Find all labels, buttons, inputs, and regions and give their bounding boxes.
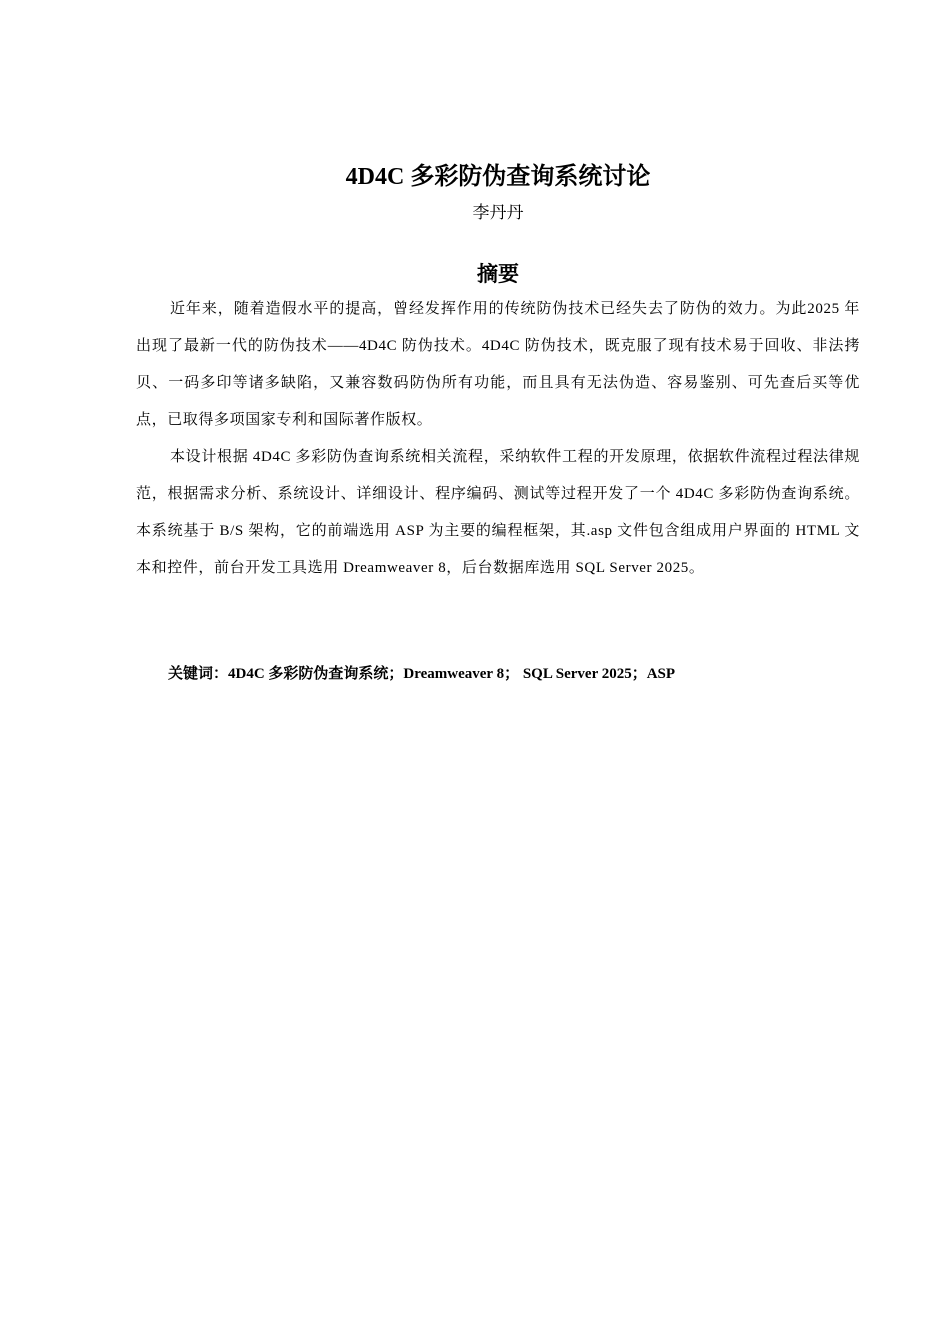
paper-author: 李丹丹	[472, 203, 524, 222]
paper-title: 4D4C 多彩防伪查询系统讨论	[345, 164, 651, 190]
abstract-paragraph-1: 近年来，随着造假水平的提高，曾经发挥作用的传统防伪技术已经失去了防伪的效力。为此2025 年出现了最新一代的防伪技术——4D4C 防伪技术。4D4C 防伪技术，既克服了现有技术易于回收、非法拷贝、一码多印等诸多缺陷，又兼容数码防伪所有功能，而且具有无法伪造、容易鉴别、可先查后买等优点，已取得多项国家专利和国际著作版权。	[136, 301, 860, 428]
abstract-body	[136, 291, 860, 587]
keywords-line: 关键词：4D4C 多彩防伪查询系统；Dreamweaver 8； SQL Server 2025；ASP	[168, 666, 676, 682]
abstract-heading: 摘要	[477, 262, 519, 286]
abstract-paragraph-2: 本设计根据 4D4C 多彩防伪查询系统相关流程，采纳软件工程的开发原理，依据软件流程过程法律规范，根据需求分析、系统设计、详细设计、程序编码、测试等过程开发了一个 4D4C 多彩防伪查询系统。本系统基于 B/S 架构，它的前端选用 ASP 为主要的编程框架，其.asp 文件包含组成用户界面的 HTML 文本和控件，前台开发工具选用 Dreamweaver 8，后台数据库选用 SQL Server 2025。	[136, 449, 860, 576]
